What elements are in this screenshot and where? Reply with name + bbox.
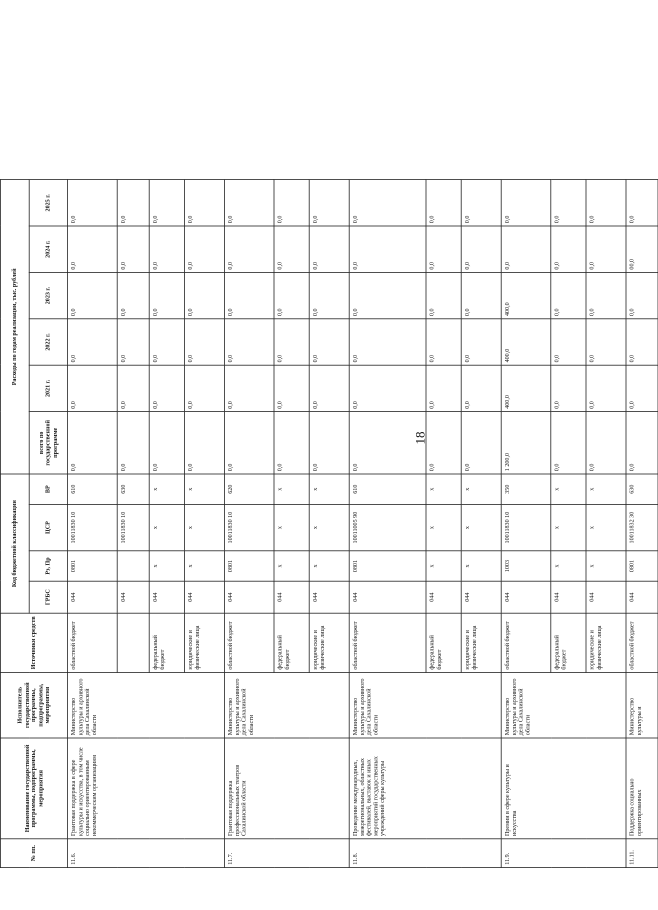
grbs-cell: 044 bbox=[626, 581, 658, 613]
total-cell: 0,0 bbox=[68, 412, 118, 474]
name-cell: Грантовая поддержка профессиональных театров Сахалинской области bbox=[224, 738, 349, 839]
source-cell bbox=[117, 613, 149, 672]
y2021-cell: 0,0 bbox=[586, 365, 626, 411]
executor-cell: Министерство культуры и архивного дела Сахалинской области bbox=[501, 672, 626, 738]
y2022-cell: 0,0 bbox=[184, 319, 224, 365]
y2025-cell: 0,0 bbox=[309, 180, 349, 226]
rzpr-cell: х bbox=[426, 551, 461, 581]
y2022-cell: 0,0 bbox=[224, 319, 274, 365]
csr-cell: х bbox=[461, 504, 501, 550]
y2024-cell: 0,0 bbox=[501, 226, 551, 272]
table-row bbox=[224, 180, 274, 868]
header-executor: Исполнитель государственной программы, подпрограммы, мероприятия bbox=[0, 672, 67, 738]
y2023-cell: 0,0 bbox=[461, 272, 501, 318]
vr-cell: х bbox=[274, 474, 309, 504]
y2021-cell: 0,0 bbox=[551, 365, 586, 411]
grbs-cell: 044 bbox=[309, 581, 349, 613]
num-cell: 11.6. bbox=[68, 839, 225, 868]
y2025-cell: 0,0 bbox=[426, 180, 461, 226]
vr-cell: х bbox=[586, 474, 626, 504]
grbs-cell: 044 bbox=[426, 581, 461, 613]
y2022-cell: 0,0 bbox=[626, 319, 658, 365]
total-cell: 0,0 bbox=[626, 412, 658, 474]
header-rzpr: Рз, Пр bbox=[29, 551, 67, 581]
csr-cell: 10011830 10 bbox=[501, 504, 551, 550]
csr-cell: х bbox=[426, 504, 461, 550]
total-cell: 0,0 bbox=[586, 412, 626, 474]
y2021-cell: 0,0 bbox=[224, 365, 274, 411]
rzpr-cell: х bbox=[461, 551, 501, 581]
y2022-cell: 0,0 bbox=[68, 319, 118, 365]
table-row bbox=[349, 180, 426, 868]
y2023-cell: 0,0 bbox=[551, 272, 586, 318]
rzpr-cell: х bbox=[551, 551, 586, 581]
y2022-cell: 0,0 bbox=[309, 319, 349, 365]
table-row bbox=[501, 180, 551, 868]
y2022-cell: 400,0 bbox=[501, 319, 551, 365]
total-cell: 0,0 bbox=[149, 412, 184, 474]
y2024-cell: 0,0 bbox=[461, 226, 501, 272]
vr-cell: 630 bbox=[117, 474, 149, 504]
y2024-cell: 0,0 bbox=[309, 226, 349, 272]
y2024-cell: 0,0 bbox=[274, 226, 309, 272]
table-row bbox=[626, 180, 658, 868]
y2023-cell: 0,0 bbox=[224, 272, 274, 318]
num-cell: 11.9. bbox=[501, 839, 626, 868]
y2025-cell: 0,0 bbox=[551, 180, 586, 226]
y2023-cell: 0,0 bbox=[274, 272, 309, 318]
y2021-cell: 0,0 bbox=[309, 365, 349, 411]
vr-cell: х bbox=[551, 474, 586, 504]
source-cell: областной бюджет bbox=[349, 613, 426, 672]
y2022-cell: 0,0 bbox=[349, 319, 426, 365]
grbs-cell: 044 bbox=[184, 581, 224, 613]
source-cell: областной бюджет bbox=[501, 613, 551, 672]
total-cell: 1 200,0 bbox=[501, 412, 551, 474]
rzpr-cell: 0801 bbox=[626, 551, 658, 581]
source-cell: юридические и физические лица bbox=[461, 613, 501, 672]
rzpr-cell: х bbox=[274, 551, 309, 581]
source-cell: юридические и физические лица bbox=[309, 613, 349, 672]
page-number: 18 bbox=[412, 431, 428, 445]
rzpr-cell: 0801 bbox=[349, 551, 426, 581]
rzpr-cell: 0801 bbox=[224, 551, 274, 581]
csr-cell: 10011005 90 bbox=[349, 504, 426, 550]
y2025-cell: 0,0 bbox=[586, 180, 626, 226]
table-row bbox=[68, 180, 118, 868]
source-cell: областной бюджет bbox=[224, 613, 274, 672]
y2021-cell: 0,0 bbox=[461, 365, 501, 411]
total-cell: 0,0 bbox=[274, 412, 309, 474]
header-name: Наименование государственной программы, подпрограммы, мероприятия bbox=[0, 738, 67, 839]
budget-table bbox=[0, 179, 658, 868]
header-2021: 2021 г. bbox=[29, 365, 67, 411]
y2023-cell: 0,0 bbox=[426, 272, 461, 318]
y2024-cell: 0,0 bbox=[551, 226, 586, 272]
csr-cell: 10011832 30 bbox=[626, 504, 658, 550]
executor-cell: Министерство культуры и архивного дела Сахалинской области bbox=[68, 672, 225, 738]
rzpr-cell bbox=[117, 551, 149, 581]
y2024-cell: 0,0 bbox=[68, 226, 118, 272]
grbs-cell: 044 bbox=[501, 581, 551, 613]
grbs-cell: 044 bbox=[274, 581, 309, 613]
vr-cell: х bbox=[149, 474, 184, 504]
y2021-cell: 0,0 bbox=[274, 365, 309, 411]
rzpr-cell: х bbox=[309, 551, 349, 581]
name-cell: Проведение международных, межрегиональных, областных фестивалей, выставок и иных мероприятий государственных учреждений сферы культуры bbox=[349, 738, 501, 839]
y2025-cell: 0,0 bbox=[274, 180, 309, 226]
rzpr-cell: 0801 bbox=[68, 551, 118, 581]
y2024-cell: 0,0 bbox=[224, 226, 274, 272]
y2021-cell: 400,0 bbox=[501, 365, 551, 411]
header-source: Источники средств bbox=[0, 613, 67, 672]
y2023-cell: 0,0 bbox=[349, 272, 426, 318]
y2022-cell: 0,0 bbox=[551, 319, 586, 365]
vr-cell: х bbox=[461, 474, 501, 504]
total-cell: 0,0 bbox=[349, 412, 426, 474]
y2023-cell: 0,0 bbox=[184, 272, 224, 318]
vr-cell: 610 bbox=[68, 474, 118, 504]
y2025-cell: 0,0 bbox=[349, 180, 426, 226]
source-cell: федеральный бюджет bbox=[426, 613, 461, 672]
y2021-cell: 0,0 bbox=[117, 365, 149, 411]
y2022-cell: 0,0 bbox=[274, 319, 309, 365]
name-cell: Премии в сфере культуры и искусства bbox=[501, 738, 626, 839]
executor-cell: Министерство культуры и bbox=[626, 672, 658, 738]
y2024-cell: 00,0 bbox=[626, 226, 658, 272]
csr-cell: 10011830 10 bbox=[68, 504, 118, 550]
csr-cell: х bbox=[586, 504, 626, 550]
header-2025: 2025 г. bbox=[29, 180, 67, 226]
csr-cell: х bbox=[184, 504, 224, 550]
y2021-cell: 0,0 bbox=[349, 365, 426, 411]
y2025-cell: 0,0 bbox=[461, 180, 501, 226]
total-cell: 0,0 bbox=[309, 412, 349, 474]
source-cell: областной бюджет bbox=[68, 613, 118, 672]
vr-cell: 630 bbox=[626, 474, 658, 504]
y2023-cell: 0,0 bbox=[586, 272, 626, 318]
y2021-cell: 0,0 bbox=[149, 365, 184, 411]
vr-cell: 350 bbox=[501, 474, 551, 504]
num-cell: 11.11. bbox=[626, 839, 658, 868]
header-2023: 2023 г. bbox=[29, 272, 67, 318]
rzpr-cell: 1003 bbox=[501, 551, 551, 581]
y2021-cell: 0,0 bbox=[626, 365, 658, 411]
name-cell: Поддержка социально ориентированных bbox=[626, 738, 658, 839]
source-cell: федеральный бюджет bbox=[274, 613, 309, 672]
header-vr: ВР bbox=[29, 474, 67, 504]
y2021-cell: 0,0 bbox=[184, 365, 224, 411]
y2025-cell: 0,0 bbox=[224, 180, 274, 226]
total-cell: 0,0 bbox=[224, 412, 274, 474]
header-grbs: ГРБС bbox=[29, 581, 67, 613]
y2021-cell: 0,0 bbox=[426, 365, 461, 411]
y2024-cell: 0,0 bbox=[184, 226, 224, 272]
y2025-cell: 0,0 bbox=[149, 180, 184, 226]
grbs-cell: 044 bbox=[349, 581, 426, 613]
y2023-cell: 400,0 bbox=[501, 272, 551, 318]
y2023-cell: 0,0 bbox=[149, 272, 184, 318]
rzpr-cell: х bbox=[586, 551, 626, 581]
num-cell: 11.8. bbox=[349, 839, 501, 868]
csr-cell: 10011830 10 bbox=[117, 504, 149, 550]
y2023-cell: 0,0 bbox=[117, 272, 149, 318]
header-2024: 2024 г. bbox=[29, 226, 67, 272]
grbs-cell: 044 bbox=[117, 581, 149, 613]
y2023-cell: 0,0 bbox=[626, 272, 658, 318]
total-cell: 0,0 bbox=[461, 412, 501, 474]
name-cell: Грантовая поддержка в сфере культуры и искусства, в том числе социально ориентированным некоммерческим организациям bbox=[68, 738, 225, 839]
y2024-cell: 0,0 bbox=[426, 226, 461, 272]
total-cell: 0,0 bbox=[426, 412, 461, 474]
vr-cell: х bbox=[309, 474, 349, 504]
header-total: всего по государственной программе bbox=[29, 412, 67, 474]
total-cell: 0,0 bbox=[117, 412, 149, 474]
num-cell: 11.7. bbox=[224, 839, 349, 868]
y2025-cell: 0,0 bbox=[117, 180, 149, 226]
vr-cell: 620 bbox=[224, 474, 274, 504]
y2022-cell: 0,0 bbox=[586, 319, 626, 365]
header-num: № пп. bbox=[0, 839, 67, 868]
y2021-cell: 0,0 bbox=[68, 365, 118, 411]
grbs-cell: 044 bbox=[149, 581, 184, 613]
source-cell: юридические и физические лица bbox=[184, 613, 224, 672]
header-2022: 2022 г. bbox=[29, 319, 67, 365]
rzpr-cell: х bbox=[184, 551, 224, 581]
source-cell: областной бюджет bbox=[626, 613, 658, 672]
y2024-cell: 0,0 bbox=[149, 226, 184, 272]
csr-cell: х bbox=[274, 504, 309, 550]
source-cell: федеральный бюджет bbox=[551, 613, 586, 672]
csr-cell: х bbox=[149, 504, 184, 550]
y2024-cell: 0,0 bbox=[117, 226, 149, 272]
total-cell: 0,0 bbox=[551, 412, 586, 474]
executor-cell: Министерство культуры и архивного дела Сахалинской области bbox=[349, 672, 501, 738]
grbs-cell: 044 bbox=[551, 581, 586, 613]
y2022-cell: 0,0 bbox=[426, 319, 461, 365]
y2024-cell: 0,0 bbox=[586, 226, 626, 272]
grbs-cell: 044 bbox=[224, 581, 274, 613]
y2022-cell: 0,0 bbox=[149, 319, 184, 365]
y2023-cell: 0,0 bbox=[309, 272, 349, 318]
grbs-cell: 044 bbox=[461, 581, 501, 613]
y2025-cell: 0,0 bbox=[184, 180, 224, 226]
header-csr: ЦСР bbox=[29, 504, 67, 550]
total-cell: 0,0 bbox=[184, 412, 224, 474]
header-budget-code: Код бюджетной классификации bbox=[0, 474, 29, 613]
rotated-page bbox=[0, 49, 642, 868]
vr-cell: х bbox=[426, 474, 461, 504]
csr-cell: 10011830 10 bbox=[224, 504, 274, 550]
header-expenses: Расходы по годам реализации, тыс. рублей bbox=[0, 180, 29, 474]
rzpr-cell: х bbox=[149, 551, 184, 581]
y2022-cell: 0,0 bbox=[117, 319, 149, 365]
y2025-cell: 0,0 bbox=[501, 180, 551, 226]
grbs-cell: 044 bbox=[68, 581, 118, 613]
source-cell: юридические и физические лица bbox=[586, 613, 626, 672]
executor-cell: Министерство культуры и архивного дела Сахалинской области bbox=[224, 672, 349, 738]
csr-cell: х bbox=[551, 504, 586, 550]
y2023-cell: 0,0 bbox=[68, 272, 118, 318]
y2025-cell: 0,0 bbox=[626, 180, 658, 226]
source-cell: федеральный бюджет bbox=[149, 613, 184, 672]
y2022-cell: 0,0 bbox=[461, 319, 501, 365]
csr-cell: х bbox=[309, 504, 349, 550]
vr-cell: х bbox=[184, 474, 224, 504]
vr-cell: 610 bbox=[349, 474, 426, 504]
y2024-cell: 0,0 bbox=[349, 226, 426, 272]
y2025-cell: 0,0 bbox=[68, 180, 118, 226]
grbs-cell: 044 bbox=[586, 581, 626, 613]
